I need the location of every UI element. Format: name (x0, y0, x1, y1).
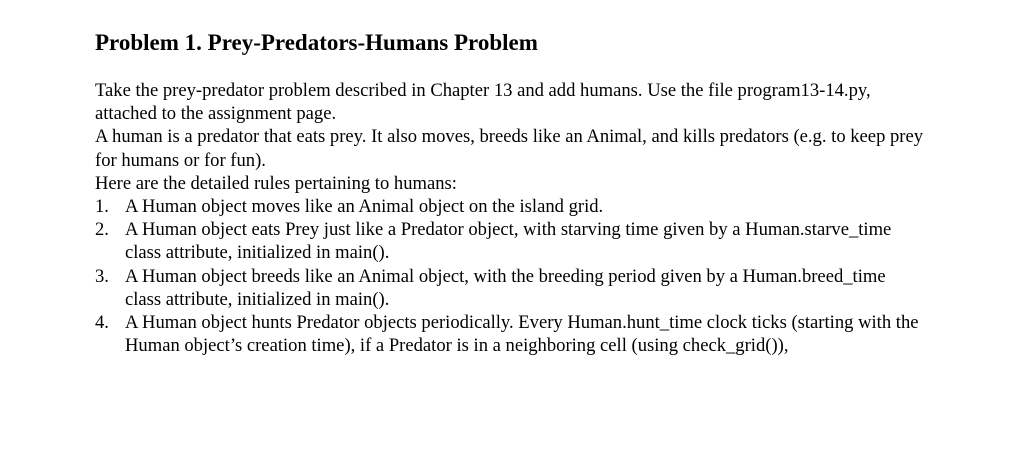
rule-item (95, 195, 925, 218)
document-page (95, 28, 925, 357)
rule-item (95, 265, 925, 311)
rule-text: A Human object moves like an Animal object on the island grid. (125, 196, 604, 218)
rule-text: A Human object eats Prey just like a Predator object, with starving time given by a Human.starve_time class attribute, initialized in main(). (125, 219, 892, 264)
rule-text: A Human object hunts Predator objects periodically. Every Human.hunt_time clock ticks (starting with the Human object’s creation time), if a Predator is in a neighboring cell (using check_grid()), (125, 312, 919, 357)
rule-text: A Human object breeds like an Animal object, with the breeding period given by a Human.breed_time class attribute, initialized in main(). (125, 265, 886, 310)
rule-number: 3. (95, 265, 109, 287)
human-description-paragraph: A human is a predator that eats prey. It also moves, breeds like an Animal, and kills predators (e.g. to keep prey for humans or for fun). (95, 126, 924, 171)
rule-number: 1. (95, 196, 109, 218)
rule-item (95, 218, 925, 264)
rule-number: 4. (95, 312, 109, 334)
rule-number: 2. (95, 219, 109, 241)
problem-body (95, 79, 925, 357)
problem-title: Problem 1. Prey-Predators-Humans Problem (95, 30, 538, 55)
intro-paragraph: Take the prey-predator problem described in Chapter 13 and add humans. Use the file program13-14.py, attached to the assignment page. (95, 80, 871, 125)
rules-intro-paragraph: Here are the detailed rules pertaining to humans: (95, 172, 457, 194)
rule-item (95, 311, 925, 357)
rules-list (95, 195, 925, 357)
